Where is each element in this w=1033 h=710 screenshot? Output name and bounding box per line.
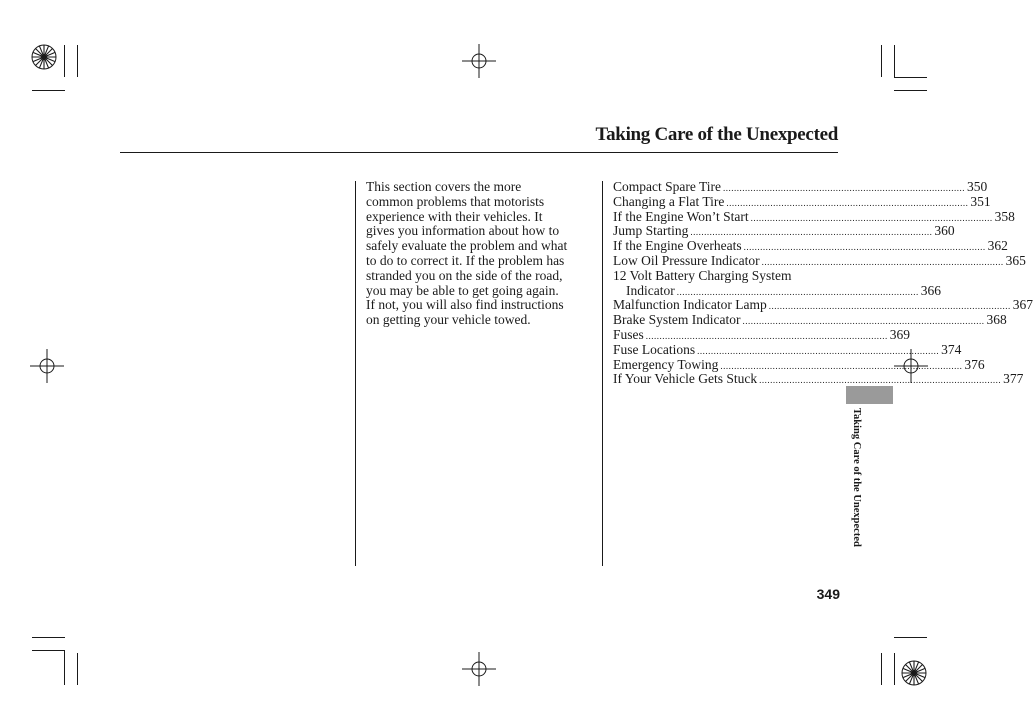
toc-entry-page: 362 <box>987 238 1008 254</box>
leader-dots: ........................................................................................ <box>690 227 933 238</box>
toc-entry-label: Malfunction Indicator Lamp <box>613 297 767 313</box>
toc-entry-page: 376 <box>964 356 985 372</box>
toc-entry-emergency-towing[interactable] <box>613 356 985 373</box>
leader-dots: ........................................................................................ <box>759 375 1002 386</box>
intro-line: to do to correct it. If the problem has <box>366 252 565 268</box>
leader-dots: ........................................................................................ <box>726 197 969 208</box>
intro-line: experience with their vehicles. It <box>366 208 543 224</box>
toc-entry-label: Fuses <box>613 326 644 342</box>
leader-dots: ........................................................................................ <box>750 212 993 223</box>
toc-entry-engine-wont-start[interactable] <box>613 208 1015 225</box>
registration-crosshair-icon <box>462 652 496 686</box>
section-contents <box>613 179 1033 387</box>
column-rule-left <box>355 181 356 566</box>
toc-entry-page: 368 <box>986 312 1007 328</box>
registration-crosshair-icon <box>30 349 64 383</box>
toc-entry-changing-flat-tire[interactable] <box>613 193 991 210</box>
leader-dots: ........................................................................................ <box>697 345 940 356</box>
leader-dots: ........................................................................................ <box>742 316 985 327</box>
intro-paragraph <box>366 180 598 328</box>
toc-entry-battery-line1[interactable]: 12 Volt Battery Charging System <box>613 267 792 283</box>
section-tab <box>846 386 893 404</box>
toc-entry-label: Brake System Indicator <box>613 312 741 328</box>
toc-entry-label: Indicator <box>626 282 675 298</box>
intro-line: gives you information about how to <box>366 223 560 239</box>
intro-line: common problems that motorists <box>366 193 545 209</box>
toc-entry-label: Fuse Locations <box>613 341 696 357</box>
toc-entry-label: If the Engine Won’t Start <box>613 208 749 224</box>
registration-sunburst-icon <box>31 44 57 70</box>
leader-dots: ........................................................................................ <box>768 301 1011 312</box>
toc-entry-fuse-locations[interactable] <box>613 341 962 358</box>
toc-entry-label: If Your Vehicle Gets Stuck <box>613 371 758 387</box>
toc-entry-engine-overheats[interactable] <box>613 238 1008 254</box>
leader-dots: ........................................................................................ <box>723 183 965 193</box>
leader-dots: ........................................................................................ <box>743 242 986 253</box>
toc-entry-label: Emergency Towing <box>613 356 719 372</box>
toc-entry-page: 374 <box>941 341 962 357</box>
toc-entry-page: 369 <box>889 326 911 342</box>
toc-entry-page: 366 <box>920 282 941 298</box>
toc-entry-label: Jump Starting <box>613 223 689 239</box>
leader-dots: ........................................................................................ <box>676 286 919 297</box>
toc-entry-label: Changing a Flat Tire <box>613 193 725 209</box>
toc-entry-page: 351 <box>970 193 991 209</box>
toc-entry-vehicle-stuck[interactable] <box>613 371 1024 387</box>
side-section-label: Taking Care of the Unexpected <box>851 408 862 547</box>
header-rule <box>120 152 838 153</box>
toc-entry-page: 350 <box>967 179 988 194</box>
toc-entry-malfunction-lamp[interactable] <box>613 297 1033 313</box>
toc-entry-page: 377 <box>1003 371 1024 387</box>
toc-entry-page: 365 <box>1005 252 1026 268</box>
toc-entry-label: Low Oil Pressure Indicator <box>613 252 760 268</box>
page-number: 349 <box>816 586 840 602</box>
toc-entry-page: 358 <box>994 208 1015 224</box>
toc-entry-page: 367 <box>1012 297 1033 313</box>
toc-entry-compact-spare-tire[interactable] <box>613 179 988 195</box>
intro-line: you may be able to get going again. <box>366 282 559 298</box>
toc-entry-label: Compact Spare Tire <box>613 179 721 194</box>
registration-crosshair-icon <box>462 44 496 78</box>
toc-entry-brake-system[interactable] <box>613 312 1007 328</box>
intro-line: If not, you will also find instructions <box>366 297 564 313</box>
toc-entry-label: If the Engine Overheats <box>613 238 742 254</box>
registration-sunburst-icon <box>901 660 927 686</box>
leader-dots: ........................................................................................ <box>645 330 888 341</box>
column-rule-right <box>602 181 603 566</box>
intro-line: This section covers the more <box>366 179 522 194</box>
page-title: Taking Care of the Unexpected <box>595 124 838 145</box>
intro-line: on getting your vehicle towed. <box>366 312 531 328</box>
intro-line: safely evaluate the problem and what <box>366 238 568 254</box>
intro-line: stranded you on the side of the road, <box>366 267 563 283</box>
toc-entry-fuses[interactable] <box>613 326 911 343</box>
toc-entry-jump-starting[interactable] <box>613 223 955 239</box>
leader-dots: ........................................................................................ <box>720 360 963 371</box>
leader-dots: ........................................................................................ <box>761 256 1004 267</box>
toc-entry-low-oil-pressure[interactable] <box>613 252 1026 269</box>
toc-entry-page: 360 <box>934 223 955 239</box>
toc-entry-battery-charging[interactable] <box>613 282 941 299</box>
